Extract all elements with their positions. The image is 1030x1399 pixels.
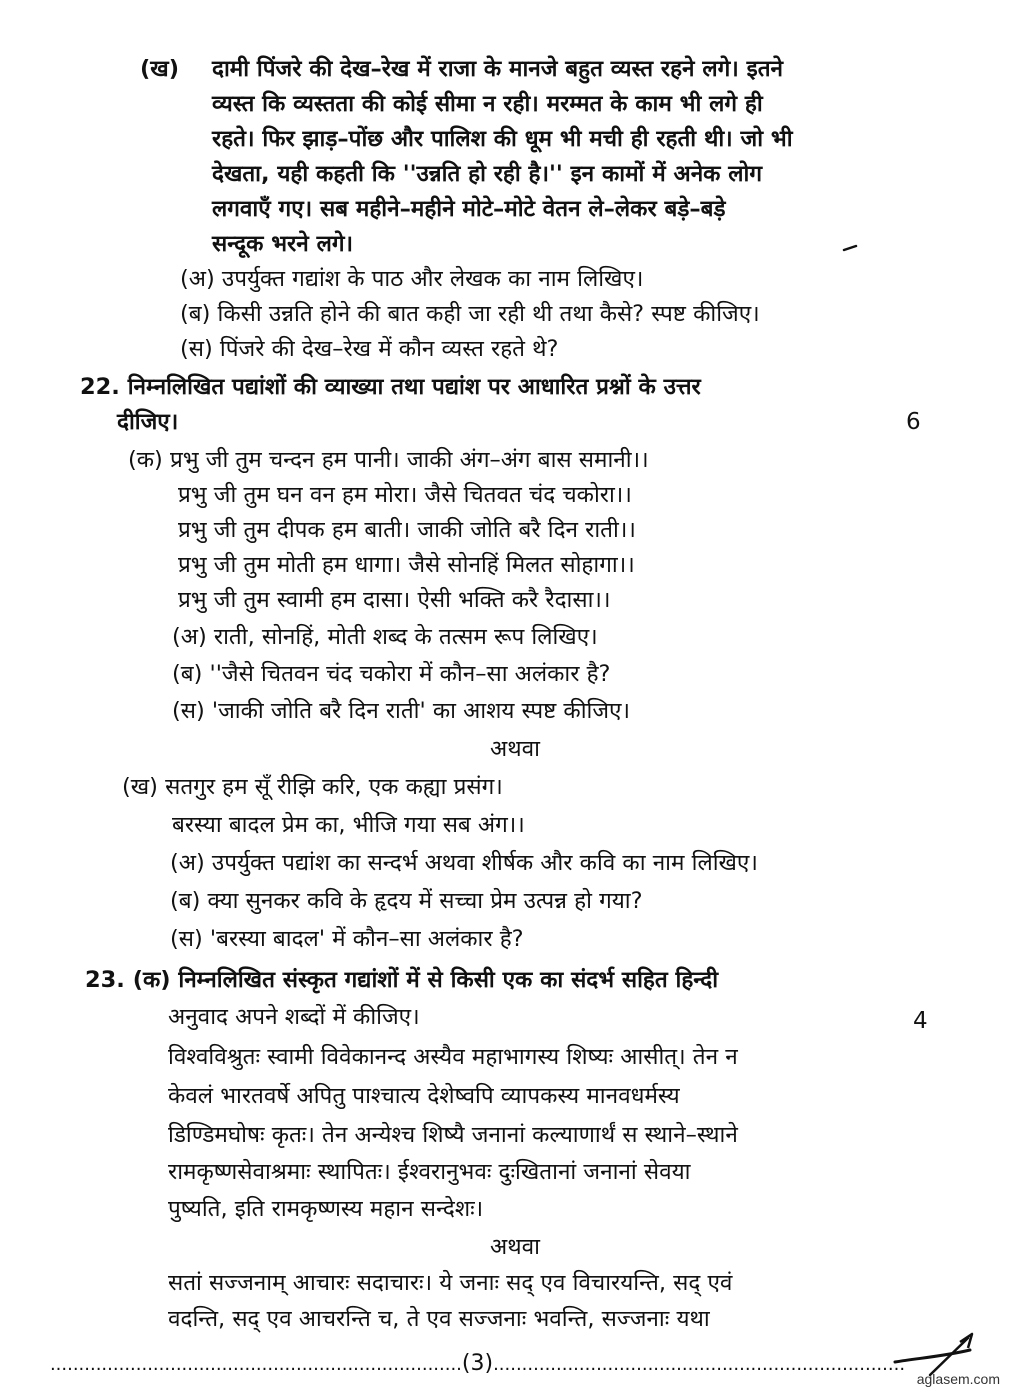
q23-or: अथवा: [490, 1234, 540, 1260]
dot-rule-left: ........................................................................: [49, 1354, 462, 1375]
page-number-rule: [40, 1352, 915, 1377]
q22-doha-question-b: (ब) क्या सुनकर कवि के हृदय में सच्चा प्रेम उत्पन्न हो गया?: [170, 888, 643, 914]
page-number: (3): [461, 1352, 494, 1376]
stray-pen-mark: [842, 240, 862, 254]
q22-marks: 6: [906, 409, 921, 435]
watermark: aglasem.com: [916, 1371, 1000, 1387]
q21-line-1: दामी पिंजरे की देख–रेख में राजा के मानजे बहुत व्यस्त रहने लगे। इतने: [212, 56, 784, 82]
q23-heading-line-2: अनुवाद अपने शब्दों में कीजिए।: [168, 1004, 420, 1030]
q21-question-b: (ब) किसी उन्नति होने की बात कही जा रही थी तथा कैसे? स्पष्ट कीजिए।: [180, 301, 760, 327]
q23-passage1-line-5: पुष्यति, इति रामकृष्णस्य महान सन्देशः।: [168, 1196, 484, 1222]
q21-question-c: (स) पिंजरे की देख–रेख में कौन व्यस्त रहते थे?: [180, 336, 559, 362]
q22-verse-line-1: (क) प्रभु जी तुम चन्दन हम पानी। जाकी अंग–अंग बास समानी।।: [128, 447, 649, 473]
q22-heading-line-1: 22. निम्नलिखित पद्यांशों की व्याख्या तथा पद्यांश पर आधारित प्रश्नों के उत्तर: [80, 374, 701, 400]
q22-doha-line-2: बरस्या बादल प्रेम का, भीजि गया सब अंग।।: [172, 812, 525, 838]
q21-question-a: (अ) उपर्युक्त गद्यांश के पाठ और लेखक का नाम लिखिए।: [180, 266, 644, 292]
q23-passage1-line-2: केवलं भारतवर्षे अपितु पाश्चात्य देशेष्वपि व्यापकस्य मानवधर्मस्य: [168, 1083, 680, 1109]
q21-label: (ख): [140, 56, 179, 82]
q23-marks: 4: [913, 1008, 928, 1034]
q21-line-4: देखता, यही कहती कि ''उन्नति हो रही है।'' इन कामों में अनेक लोग: [212, 161, 763, 187]
q23-passage1-line-1: विश्वविश्रुतः स्वामी विवेकानन्द अस्यैव महाभागस्य शिष्यः आसीत्। तेन न: [168, 1044, 738, 1070]
q21-line-3: रहते। फिर झाड़–पोंछ और पालिश की धूम भी मची ही रहती थी। जो भी: [212, 126, 793, 152]
q22-verse-line-5: प्रभु जी तुम स्वामी हम दासा। ऐसी भक्ति करै रैदासा।।: [178, 587, 611, 613]
q23-passage2-line-1: सतां सज्जनाम् आचारः सदाचारः। ये जनाः सद् एव विचारयन्ति, सद् एवं: [168, 1270, 733, 1296]
q22-doha-question-a: (अ) उपर्युक्त पद्यांश का सन्दर्भ अथवा शीर्षक और कवि का नाम लिखिए।: [170, 850, 758, 876]
q23-heading-line-1: 23. (क) निम्नलिखित संस्कृत गद्यांशों में से किसी एक का संदर्भ सहित हिन्दी: [85, 967, 719, 993]
q22-verse-line-3: प्रभु जी तुम दीपक हम बाती। जाकी जोति बरै दिन राती।।: [178, 517, 636, 543]
q21-line-6: सन्दूक भरने लगे।: [212, 231, 354, 257]
q22-doha-line-1: (ख) सतगुर हम सूँ रीझि करि, एक कह्या प्रसंग।: [122, 774, 503, 800]
q22-verse-line-4: प्रभु जी तुम मोती हम धागा। जैसे सोनहिं मिलत सोहागा।।: [178, 552, 635, 578]
q23-passage2-line-2: वदन्ति, सद् एव आचरन्ति च, ते एव सज्जनाः भवन्ति, सज्जनाः यथा: [168, 1306, 710, 1332]
q21-line-2: व्यस्त कि व्यस्तता की कोई सीमा न रही। मरम्मत के काम भी लगे ही: [212, 91, 763, 117]
q22-verse-question-b: (ब) ''जैसे चितवन चंद चकोरा में कौन–सा अलंकार है?: [172, 661, 611, 687]
q22-or: अथवा: [490, 736, 540, 762]
q23-passage1-line-4: रामकृष्णसेवाश्रमाः स्थापितः। ईश्वरानुभवः दुःखितानां जनानां सेवया: [168, 1159, 691, 1185]
q23-passage1-line-3: डिण्डिमघोषः कृतः। तेन अन्येश्च शिष्यै जनानां कल्याणार्थं स स्थाने–स्थाने: [168, 1122, 738, 1148]
q22-doha-question-c: (स) 'बरस्या बादल' में कौन–सा अलंकार है?: [170, 926, 524, 952]
q22-heading-line-2: दीजिए।: [117, 409, 179, 435]
q21-line-5: लगवाएँ गए। सब महीने–महीने मोटे–मोटे वेतन ले–लेकर बड़े–बड़े: [212, 196, 726, 222]
q22-verse-question-a: (अ) राती, सोनहिं, मोती शब्द के तत्सम रूप लिखिए।: [172, 624, 598, 650]
dot-rule-right: ........................................................................: [493, 1354, 906, 1375]
q22-verse-line-2: प्रभु जी तुम घन वन हम मोरा। जैसे चितवत चंद चकोरा।।: [178, 482, 632, 508]
q22-verse-question-c: (स) 'जाकी जोति बरै दिन राती' का आशय स्पष्ट कीजिए।: [172, 698, 631, 724]
